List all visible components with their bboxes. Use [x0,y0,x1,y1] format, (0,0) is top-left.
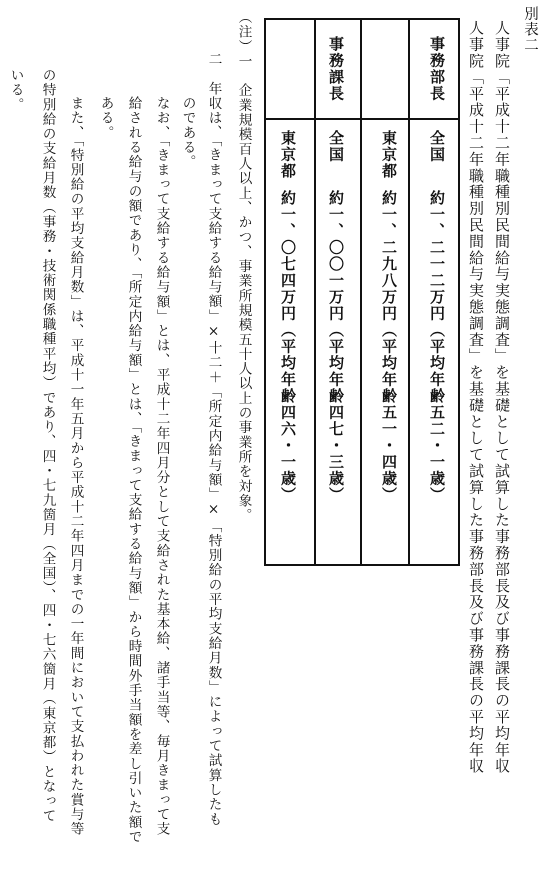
table-cell-region: 全国 [327,130,345,163]
table-header-department-director: 事務部長 [428,36,446,102]
document-label: 別表二 [522,6,538,53]
salary-table [264,18,460,566]
note-line: の特別給の支給月数（事務・技術関係職種平均）であり、四・七九箇月（全国）、四・七六箇月（東京都）となって [39,68,56,823]
table-cell-value: 約一、〇七四万円（平均年齢四六・一歳） [279,190,297,504]
table-cell-region: 東京都 [380,130,398,180]
note-line: （注）一 企業規模百人以上、かつ、事業所規模五十人以上の事業所を対象。 [235,10,252,523]
note-line: ある。 [97,96,114,140]
table-divider [314,20,316,564]
note-line: 二 年収は、「きまって支給する給与額」×十二＋「所定内給与額」×「特別給の平均支給月数」によって試算したも [205,52,222,827]
table-cell-region: 東京都 [279,130,297,180]
table-cell-value: 約一、二九八万円（平均年齢五一・四歳） [380,190,398,504]
table-header-section-chief: 事務課長 [327,36,345,102]
table-cell-value: 約一、二一二万円（平均年齢五二・一歳） [428,190,446,504]
note-line: なお、「きまって支給する給与額」とは、平成十二年四月分として支給された基本給、諸手当等、毎月きまって支 [153,96,170,837]
table-divider [266,118,458,120]
note-line: のである。 [179,96,196,170]
note-line: いる。 [7,68,24,112]
document-title-line-1: 人事院「平成十二年職種別民間給与実態調査」を基礎として試算した事務部長及び事務課長の平均年収 [493,20,511,775]
table-divider [360,20,362,564]
table-cell-region: 全国 [428,130,446,163]
note-line: 給される給与の額であり、「所定内給与額」とは、「きまって支給する給与額」から時間外手当額を差し引いた額で [125,96,142,845]
note-line: また、「特別給の平均支給月数」は、平成十一年五月から平成十二年四月までの一年間において支払われた賞与等 [67,96,84,837]
document-title-line-2: 人事院「平成十二年職種別民間給与実態調査」を基礎として試算した事務部長及び事務課長の平均年収 [467,20,485,775]
table-cell-value: 約一、〇〇一万円（平均年齢四七・三歳） [327,190,345,504]
table-divider [408,20,410,564]
